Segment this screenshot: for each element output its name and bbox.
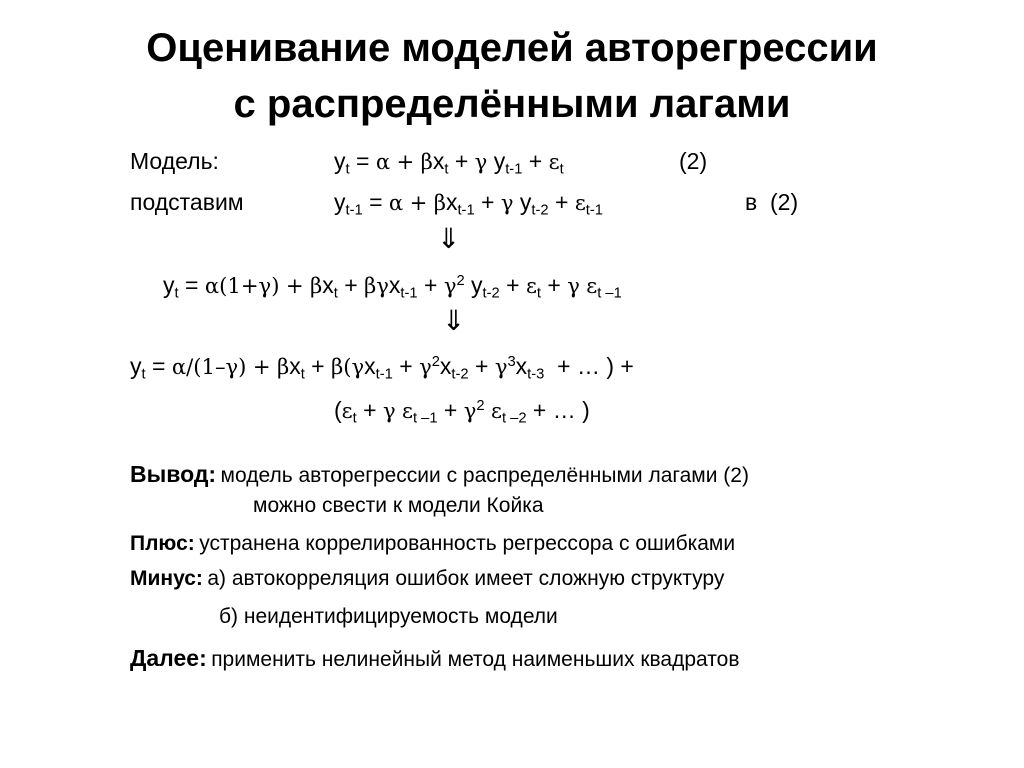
page-title-line-2: с распределёнными лагами	[233, 82, 791, 126]
result-equation: $y_t = \alpha(1+\gamma) + \beta x_t + \beta\gamma x_{t-1} + \gamma^2$ $y_{t-2} + \varepsilon_t + \gamma$ $\varepsilon_{t -1}$	[163, 272, 622, 302]
plus-line	[130, 532, 735, 556]
expanded-equation: $y_t = \alpha/(1-\gamma) + \beta x_t + \beta(\gamma x_{t-1} + \gamma^2x_{t-2} + \gamma^3x_{t-3}$ + … ) +	[130, 353, 634, 383]
model-equation: $y_t = \alpha + \beta x_t + \gamma$ $y_{t-1} + \varepsilon_t$	[334, 148, 564, 178]
next-line	[130, 645, 739, 672]
substitute-label: подставим	[130, 189, 244, 215]
next-label: Далее:	[130, 645, 207, 671]
plus-text: устранена коррелированность регрессора с ошибками	[199, 532, 736, 555]
down-arrow-icon: ⇓	[437, 222, 461, 255]
down-arrow-icon: ⇓	[442, 304, 466, 337]
next-text: применить нелинейный метод наименьших квадратов	[211, 648, 740, 671]
minus-text-a: а) автокорреляция ошибок имеет сложную структуру	[207, 567, 725, 590]
plus-label: Плюс:	[130, 532, 195, 555]
page-title-line-1: Оценивание моделей авторегрессии	[146, 26, 878, 70]
conclusion-line-2: можно свести к модели Койка	[253, 494, 544, 517]
minus-label: Минус:	[130, 567, 203, 590]
error-series: ($\varepsilon_t + \gamma$ $\varepsilon_{t -1} + \gamma^2$ $\varepsilon_{t -2}$ + … )	[334, 397, 590, 427]
conclusion-text: модель авторегрессии с распределёнными лагами (2)	[220, 464, 749, 487]
model-label: Модель:	[130, 148, 219, 174]
equation-number: (2)	[679, 148, 708, 174]
minus-text-b: б) неидентифицируемость модели	[219, 605, 558, 628]
conclusion-label: Вывод:	[130, 461, 217, 487]
minus-line-a	[130, 567, 724, 591]
substitute-into: в (2)	[745, 189, 799, 215]
conclusion-line-1	[130, 461, 749, 488]
substitute-equation: $y_{t-1} = \alpha + \beta x_{t-1} + \gamma$ $y_{t-2} + \varepsilon_{t-1}$	[334, 189, 603, 219]
